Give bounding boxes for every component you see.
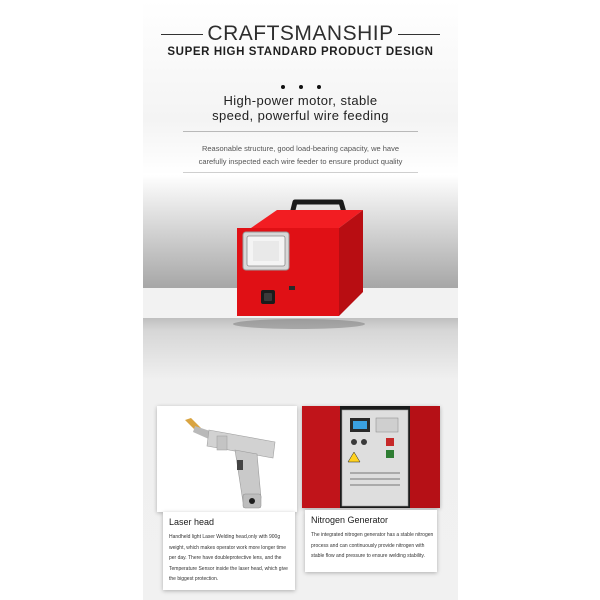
dot — [317, 85, 321, 89]
nitrogen-text-line: stable flow and pressure to ensure welding stability. — [311, 553, 425, 559]
section-title: CRAFTSMANSHIP — [207, 22, 394, 45]
laser-head-text-line: Handheld light Laser Welding head,only with 900g — [169, 534, 281, 540]
laser-head-image — [157, 406, 297, 512]
title-left-rule — [161, 34, 203, 35]
nitrogen-text-line: process and can continuously provide nitrogen with — [311, 542, 425, 549]
nitrogen-generator-image — [302, 406, 440, 508]
tagline-line-2: speed, powerful wire feeding — [212, 108, 389, 123]
nitrogen-generator-text-card — [305, 510, 437, 572]
section-title-row — [143, 22, 458, 46]
feature-tagline — [143, 93, 458, 123]
nitrogen-generator-photo-card — [302, 406, 440, 508]
tagline-line-1: High-power motor, stable — [223, 93, 378, 108]
description-line-1: Reasonable structure, good load-bearing capacity, we have — [201, 144, 400, 153]
laser-head-text-line: weight, which makes operator work more longer time — [169, 544, 286, 551]
laser-head-text-line: Temperature Sensor inside the laser head, which give — [169, 565, 288, 572]
wire-feeder-image — [229, 196, 369, 331]
nitrogen-text-line: The integrated nitrogen generator has a stable nitrogen — [311, 532, 434, 538]
description-line-2: carefully inspected each wire feeder to ensure product quality — [198, 157, 403, 166]
feature-description — [143, 142, 458, 168]
tagline-divider — [183, 131, 418, 132]
laser-head-text-line: the biggest protection. — [169, 576, 219, 582]
laser-head-title: Laser head — [169, 517, 215, 527]
dot — [281, 85, 285, 89]
title-right-rule — [398, 34, 440, 35]
decorative-dots — [143, 76, 458, 94]
laser-head-description — [169, 532, 293, 585]
laser-head-photo-card — [157, 406, 297, 512]
nitrogen-generator-description — [311, 530, 435, 562]
dot — [299, 85, 303, 89]
nitrogen-generator-title: Nitrogen Generator — [311, 515, 389, 525]
laser-head-text-line: per day. There have doubleprotective lens, and the — [169, 555, 282, 561]
laser-head-text-card — [163, 512, 295, 590]
section-subtitle: SUPER HIGH STANDARD PRODUCT DESIGN — [167, 46, 434, 58]
description-divider — [183, 172, 418, 173]
